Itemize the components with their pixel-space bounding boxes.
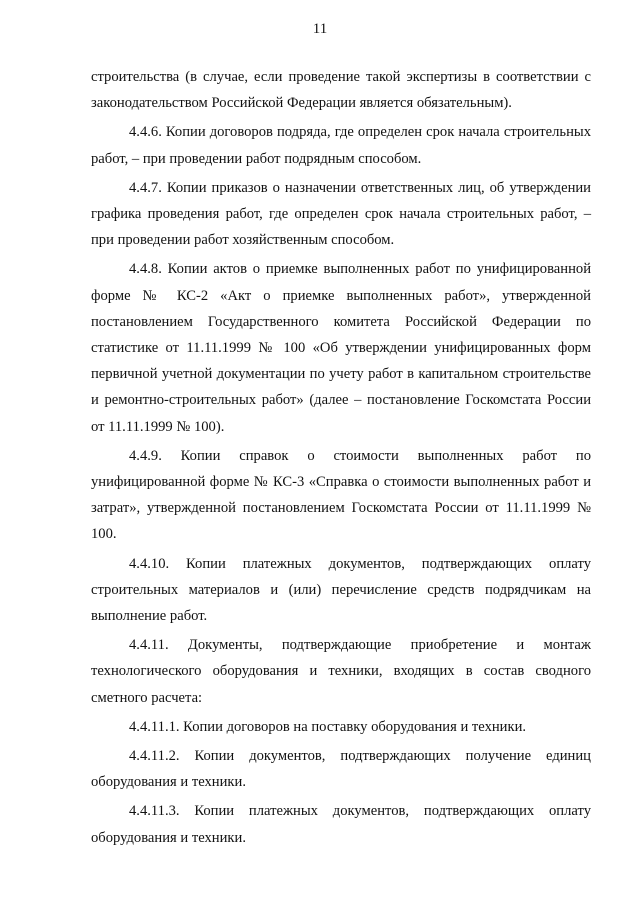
document-body xyxy=(91,64,591,854)
paragraph-4-4-11-1: 4.4.11.1. Копии договоров на поставку оборудования и техники. xyxy=(129,718,527,735)
paragraph-4-4-6: 4.4.6. Копии договоров подряда, где определен срок начала строительных работ, – при проведении работ подрядным способом. xyxy=(91,124,591,167)
paragraph-4-4-9: 4.4.9. Копии справок о стоимости выполненных работ по унифицированной форме № КС-3 «Справка о стоимости выполненных работ и затрат», утвержденной постановлением Госкомстата России от 11.11.1999 № 100. xyxy=(91,447,591,543)
paragraph-4-4-10: 4.4.10. Копии платежных документов, подтверждающих оплату строительных материалов и (или) перечисление средств подрядчикам на выполнение работ. xyxy=(91,555,591,625)
paragraph-4-4-8: 4.4.8. Копии актов о приемке выполненных работ по унифицированной форме № КС-2 «Акт о приемке выполненных работ», утвержденной постановлением Государственного комитета Российской Федерации по статистике от 11.11.1999 № 100 «Об утверждении унифицированных форм первичной учетной документации по учету работ в капитальном строительстве и ремонтно-строительных работ» (далее – постановление Госкомстата России от 11.11.1999 № 100). xyxy=(91,261,591,435)
paragraph-4-4-11-2: 4.4.11.2. Копии документов, подтверждающих получение единиц оборудования и техники. xyxy=(91,748,591,791)
paragraph-4-4-7: 4.4.7. Копии приказов о назначении ответственных лиц, об утверждении графика проведения работ, где определен срок начала строительных работ, – при проведении работ хозяйственным способом. xyxy=(91,179,591,249)
page-number: 11 xyxy=(312,21,328,37)
paragraph-4-4-11: 4.4.11. Документы, подтверждающие приобретение и монтаж технологического оборудования и техники, входящих в состав сводного сметного расчета: xyxy=(91,637,591,706)
paragraph-4-4-11-3: 4.4.11.3. Копии платежных документов, подтверждающих оплату оборудования и техники. xyxy=(91,803,591,846)
paragraph-continuation: строительства (в случае, если проведение такой экспертизы в соответствии с законодательством Российской Федерации является обязательным). xyxy=(91,69,591,112)
